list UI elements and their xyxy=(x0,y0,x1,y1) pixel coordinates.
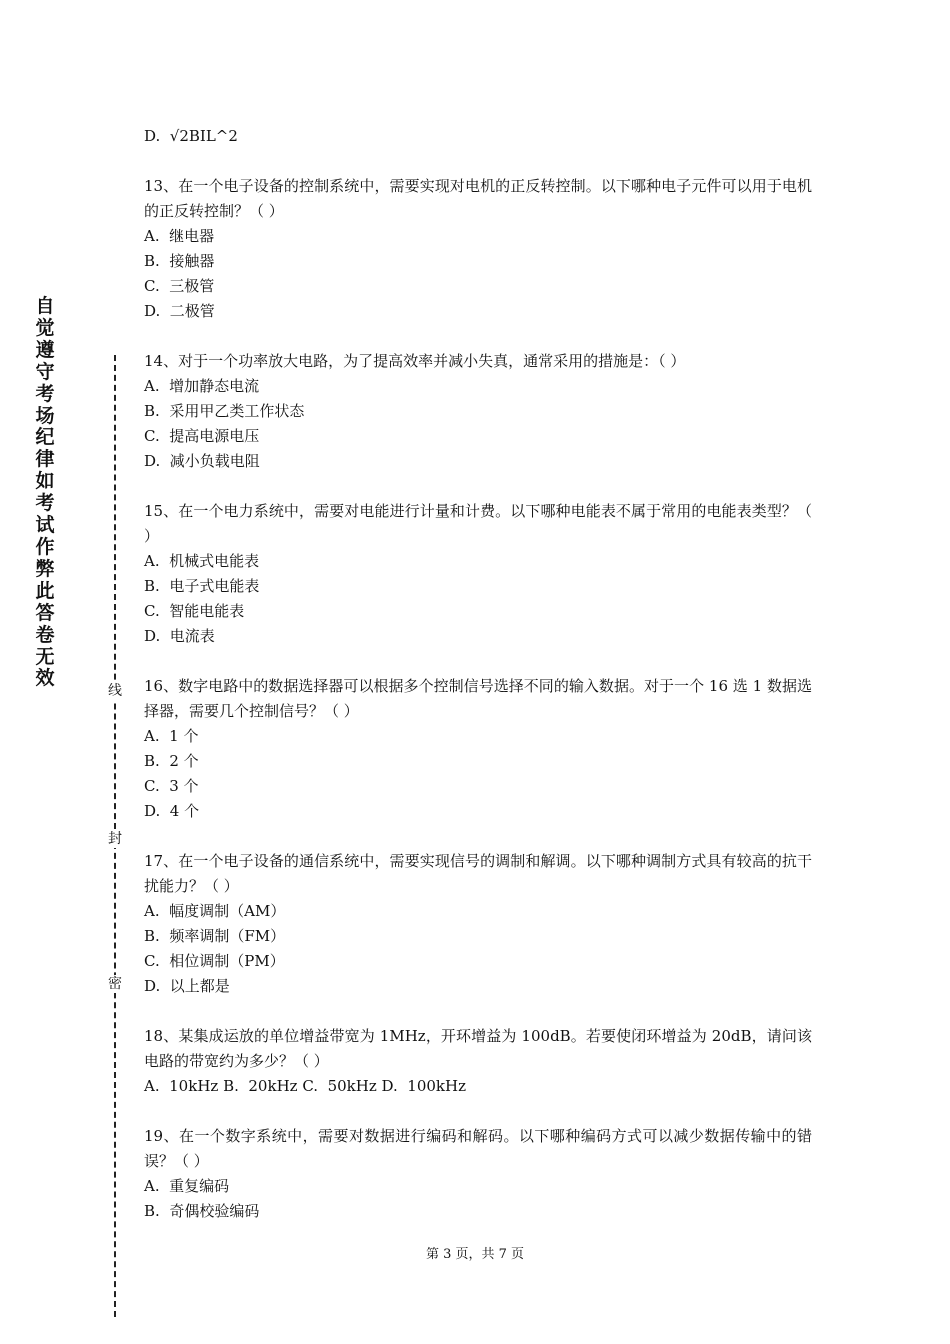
option-d: D. 电流表 xyxy=(144,627,215,645)
option-d: D. 以上都是 xyxy=(144,977,230,995)
cut-label-secret: 密 xyxy=(104,975,126,993)
option-b: B. 接触器 xyxy=(144,252,215,270)
question-19 xyxy=(144,1124,812,1224)
question-15 xyxy=(144,499,812,649)
question-12-tail xyxy=(144,124,812,149)
question-content xyxy=(144,124,812,1249)
option-b: B. 采用甲乙类工作状态 xyxy=(144,402,305,420)
exam-discipline-notice: 自觉遵守考场纪律如考试作弊此答卷无效 xyxy=(35,295,55,690)
question-stem: 18、某集成运放的单位增益带宽为 1MHz，开环增益为 100dB。若要使闭环增益为 20dB，请问该电路的带宽约为多少？（ ） xyxy=(144,1027,812,1070)
option-d: D. 二极管 xyxy=(144,302,215,320)
option-b: B. 电子式电能表 xyxy=(144,577,260,595)
option-row: A. 10kHz B. 20kHz C. 50kHz D. 100kHz xyxy=(144,1077,466,1095)
option-c: C. 提高电源电压 xyxy=(144,427,260,445)
option-a: A. 机械式电能表 xyxy=(144,552,260,570)
cut-label-line: 线 xyxy=(104,682,126,700)
option-c: C. 3 个 xyxy=(144,777,199,795)
question-16 xyxy=(144,674,812,824)
question-stem: 16、数字电路中的数据选择器可以根据多个控制信号选择不同的输入数据。对于一个 16 选 1 数据选择器，需要几个控制信号？（ ） xyxy=(144,677,812,720)
question-stem: 19、在一个数字系统中，需要对数据进行编码和解码。以下哪种编码方式可以减少数据传输中的错误？（ ） xyxy=(144,1127,812,1170)
question-14 xyxy=(144,349,812,474)
question-stem: 15、在一个电力系统中，需要对电能进行计量和计费。以下哪种电能表不属于常用的电能表类型？（ ） xyxy=(144,502,812,545)
option-b: B. 奇偶校验编码 xyxy=(144,1202,260,1220)
option-b: B. 频率调制（FM） xyxy=(144,927,286,945)
page-number-footer: 第 3 页，共 7 页 xyxy=(425,1247,525,1262)
option-a: A. 增加静态电流 xyxy=(144,377,260,395)
question-stem: 13、在一个电子设备的控制系统中，需要实现对电机的正反转控制。以下哪种电子元件可以用于电机的正反转控制？（ ） xyxy=(144,177,812,220)
option-d: D. 减小负载电阻 xyxy=(144,452,260,470)
option-a: A. 重复编码 xyxy=(144,1177,230,1195)
option-a: A. 继电器 xyxy=(144,227,215,245)
question-stem: 17、在一个电子设备的通信系统中，需要实现信号的调制和解调。以下哪种调制方式具有较高的抗干扰能力？（ ） xyxy=(144,852,812,895)
question-17 xyxy=(144,849,812,999)
option-c: C. 相位调制（PM） xyxy=(144,952,285,970)
question-stem: 14、对于一个功率放大电路，为了提高效率并减小失真，通常采用的措施是：（ ） xyxy=(144,352,686,370)
option-c: C. 智能电能表 xyxy=(144,602,245,620)
option-a: A. 幅度调制（AM） xyxy=(144,902,286,920)
question-13 xyxy=(144,174,812,324)
option-c: C. 三极管 xyxy=(144,277,215,295)
option-d: D. 4 个 xyxy=(144,802,200,820)
option-12-d: D. √2BIL^2 xyxy=(144,127,238,145)
question-18 xyxy=(144,1024,812,1099)
option-a: A. 1 个 xyxy=(144,727,199,745)
option-b: B. 2 个 xyxy=(144,752,199,770)
cut-label-seal: 封 xyxy=(104,830,126,848)
